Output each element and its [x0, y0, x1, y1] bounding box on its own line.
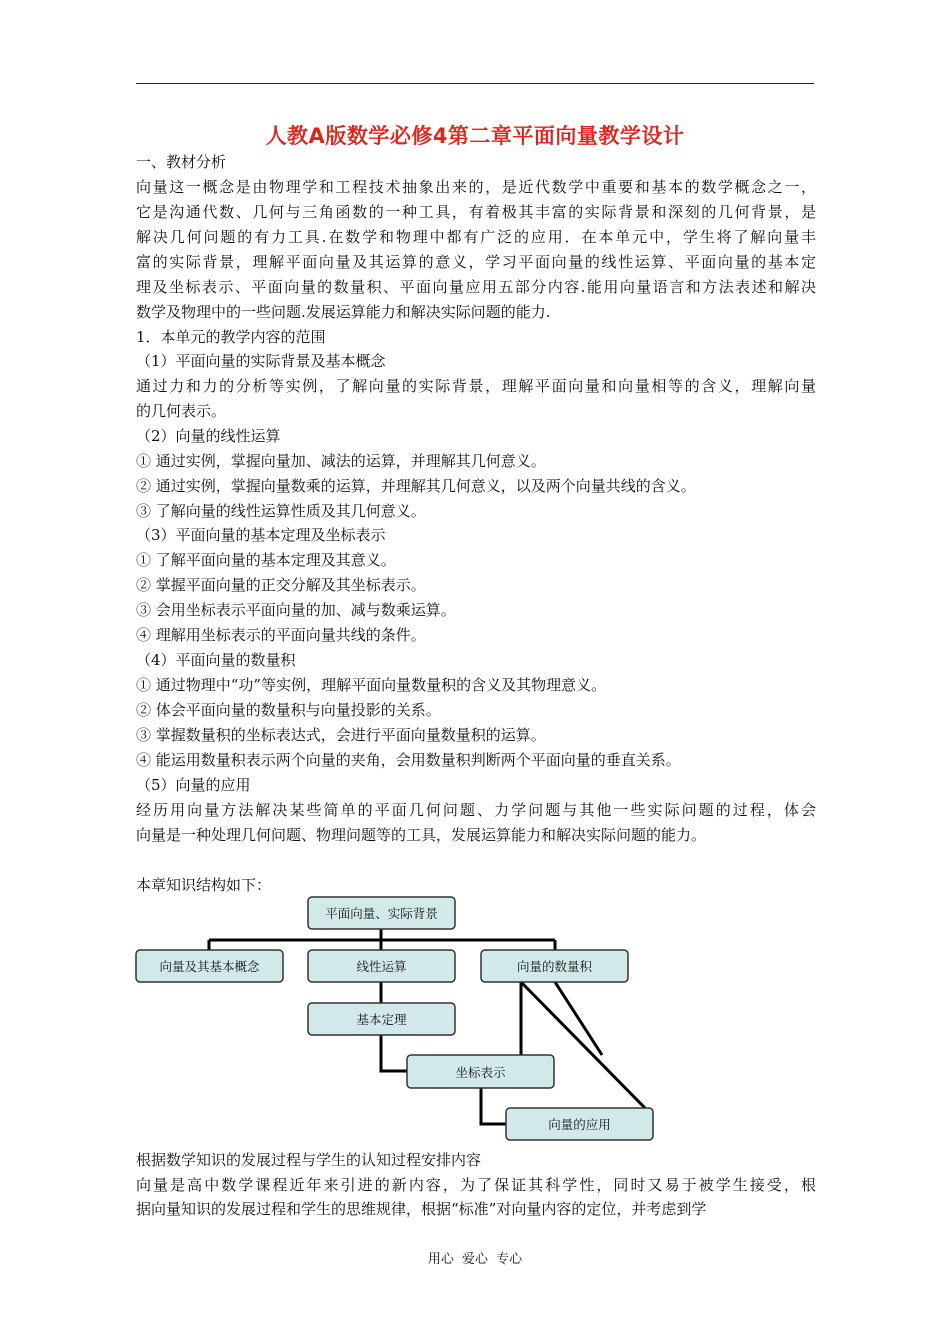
box-dot-product-label: 向量的数量积 — [516, 959, 593, 974]
text-line-17: ① 了解平面向量的基本定理及其意义。 — [136, 551, 396, 569]
text-line-25: ④ 能运用数量积表示两个向量的夹角，会用数量积判断两个平面向量的垂直关系。 — [136, 751, 681, 769]
text-line-29: 本章知识结构如下： — [136, 876, 272, 894]
text-line-20: ④ 理解用坐标表示的平面向量共线的条件。 — [136, 626, 426, 644]
text-line-32: 据向量知识的发展过程和学生的思维规律，根据“标准”对向量内容的定位，并考虑到学 — [136, 1200, 707, 1218]
text-line-13: ① 通过实例，掌握向量加、减法的运算，并理解其几何意义。 — [136, 452, 546, 470]
box-coordinates-label: 坐标表示 — [455, 1065, 506, 1080]
text-line-22: ① 通过物理中“功”等实例，理解平面向量数量积的含义及其物理意义。 — [136, 676, 607, 694]
text-line-15: ③ 了解向量的线性运算性质及其几何意义。 — [136, 502, 426, 520]
box-linear-ops-label: 线性运算 — [356, 959, 407, 974]
text-line-3: 它是沟通代数、几何与三角函数的一种工具，有着极其丰富的实际背景和深刻的几何背景，是 — [136, 203, 816, 221]
text-line-21: （4）平面向量的数量积 — [136, 651, 296, 669]
box-basic-concepts — [136, 950, 283, 982]
text-line-31: 向量是高中数学课程近年来引进的新内容，为了保证其科学性，同时又易于被学生接受，根 — [136, 1176, 816, 1194]
box-coordinates — [407, 1055, 554, 1088]
page-footer: 用心 爱心 专心 — [427, 1252, 523, 1267]
text-line-7: 数学及物理中的一些问题.发展运算能力和解决实际问题的能力. — [136, 303, 551, 321]
box-basic-theorem-label: 基本定理 — [356, 1012, 407, 1027]
box-root-label: 平面向量、实际背景 — [325, 906, 438, 921]
document-title: 人教A版数学必修4第二章平面向量教学设计 — [265, 124, 685, 148]
box-linear-ops — [308, 950, 455, 982]
box-basic-theorem — [308, 1003, 455, 1035]
box-dot-product — [481, 950, 628, 982]
text-line-19: ③ 会用坐标表示平面向量的加、减与数乘运算。 — [136, 601, 456, 619]
text-line-2: 向量这一概念是由物理学和工程技术抽象出来的，是近代数学中重要和基本的数学概念之一， — [136, 178, 816, 196]
text-line-26: （5）向量的应用 — [136, 776, 251, 794]
box-application — [506, 1108, 653, 1140]
text-line-8: 1．本单元的教学内容的范围 — [136, 328, 326, 346]
text-line-16: （3）平面向量的基本定理及坐标表示 — [136, 526, 386, 544]
box-application-label: 向量的应用 — [548, 1117, 611, 1132]
text-line-30: 根据数学知识的发展过程与学生的认知过程安排内容 — [136, 1151, 482, 1169]
connector-dot-to-application — [521, 982, 645, 1108]
text-line-28: 向量是一种处理几何问题、物理问题等的工具，发展运算能力和解决实际问题的能力。 — [136, 826, 707, 844]
connector-coordinates-to-application — [481, 1088, 506, 1124]
text-line-24: ③ 掌握数量积的坐标表达式，会进行平面向量数量积的运算。 — [136, 726, 546, 744]
text-line-9: （1）平面向量的实际背景及基本概念 — [136, 352, 386, 370]
text-line-10: 通过力和力的分析等实例，了解向量的实际背景，理解平面向量和向量相等的含义，理解向量 — [136, 377, 816, 395]
text-line-18: ② 掌握平面向量的正交分解及其坐标表示。 — [136, 576, 426, 594]
connector-theorem-to-coordinates — [381, 1035, 407, 1071]
text-line-14: ② 通过实例，掌握向量数乘的运算，并理解其几何意义，以及两个向量共线的含义。 — [136, 477, 696, 495]
text-line-12: （2）向量的线性运算 — [136, 427, 281, 445]
text-line-11: 的几何表示。 — [136, 402, 227, 420]
text-line-27: 经历用向量方法解决某些简单的平面几何问题、力学问题与其他一些实际问题的过程，体会 — [136, 801, 816, 819]
text-line-6: 理及坐标表示、平面向量的数量积、平面向量应用五部分内容.能用向量语言和方法表述和解决 — [136, 278, 816, 296]
text-line-4: 解决几何问题的有力工具.在数学和物理中都有广泛的应用．在本单元中，学生将了解向量丰 — [136, 228, 816, 246]
box-root — [308, 897, 455, 929]
box-basic-concepts-label: 向量及其基本概念 — [159, 959, 260, 974]
text-line-5: 富的实际背景，理解平面向量及其运算的意义，学习平面向量的线性运算、平面向量的基本定 — [136, 253, 816, 271]
connector-dot-to-right — [555, 982, 602, 1055]
text-line-23: ② 体会平面向量的数量积与向量投影的关系。 — [136, 701, 441, 719]
text-line-1: 一、教材分析 — [136, 153, 227, 171]
